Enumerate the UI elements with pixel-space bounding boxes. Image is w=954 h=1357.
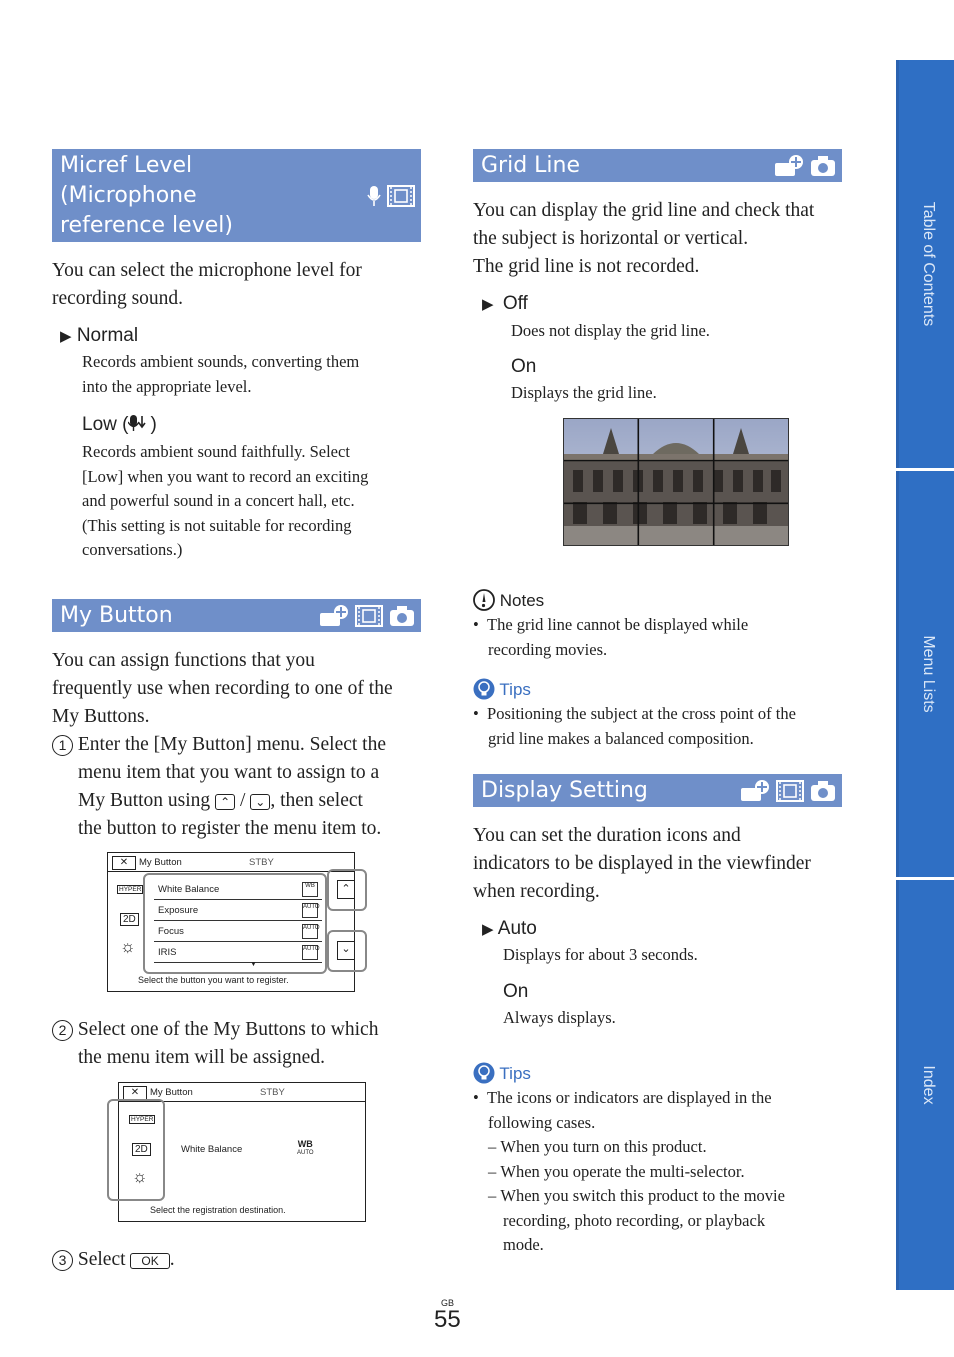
tips-item: • Positioning the subject at the cross point of the grid line makes a balanced composition. <box>473 702 796 751</box>
text-line: When you operate the multi-selector. <box>500 1161 745 1181</box>
step-number: 2 <box>52 1020 73 1041</box>
movie-film-icon <box>776 780 804 802</box>
display-option-on: On <box>503 981 529 1002</box>
hyper-gain-icon[interactable]: HYPER <box>119 886 142 893</box>
text-line: When you switch this product to the movie <box>500 1186 785 1205</box>
display-option-auto <box>482 918 537 940</box>
text-line: recording, photo recording, or playback <box>503 1210 766 1230</box>
text-line: My Button using <box>78 790 211 811</box>
text-line: (This setting is not suitable for recording <box>82 515 352 535</box>
photo-camera-icon <box>810 155 836 177</box>
text-line: Select <box>77 1249 126 1270</box>
scroll-down-indicator: ▼ <box>250 961 257 968</box>
screen-close-button[interactable]: ✕ <box>123 1086 147 1100</box>
step-2 <box>52 1016 378 1072</box>
default-arrow-icon: ▶ <box>482 296 494 313</box>
gridline-option-off-desc: Does not display the grid line. <box>511 321 710 340</box>
text-line: following cases. <box>488 1112 596 1132</box>
text-line: indicators to be displayed in the viewfinder <box>473 853 811 874</box>
focus-icon: AUTO <box>302 924 318 939</box>
text-line: Positioning the subject at the cross point of the <box>487 704 796 723</box>
header-icons <box>319 604 415 628</box>
menu-row-label: IRIS <box>158 947 177 958</box>
ok-button-icon: OK <box>130 1253 169 1269</box>
gridline-option-off <box>482 293 528 315</box>
exposure-icon: AUTO <box>302 903 318 918</box>
separator: / <box>240 790 246 811</box>
scroll-up-button[interactable] <box>327 869 367 911</box>
display-title: Display Setting <box>481 778 648 803</box>
micref-option-normal-desc <box>82 350 359 399</box>
gridline-option-on: On <box>511 356 537 377</box>
header-icons <box>740 779 836 803</box>
text-line: You can assign functions that you <box>52 650 315 671</box>
micref-header <box>52 149 421 242</box>
text-line: [Low] when you want to record an exciting <box>82 466 369 486</box>
text-line: when recording. <box>473 881 600 902</box>
tips-heading <box>473 678 531 700</box>
up-button-icon: ⌃ <box>215 794 235 810</box>
screen-title: My Button <box>139 857 182 868</box>
tab-label: Table of Contents <box>920 201 937 327</box>
gridline-title: Grid Line <box>481 153 581 178</box>
step-3 <box>52 1246 175 1274</box>
display-header <box>473 774 842 807</box>
screen-status: STBY <box>260 1087 285 1098</box>
micref-option-low-desc <box>82 440 368 563</box>
screen-status: STBY <box>249 857 274 868</box>
text-line: frequently use when recording to one of the <box>52 678 393 699</box>
text-line: mode. <box>503 1235 544 1254</box>
text-line: Select one of the My Buttons to which <box>77 1019 379 1040</box>
tab-table-of-contents[interactable] <box>896 60 954 468</box>
notes-label: Notes <box>499 591 545 610</box>
text-line: The grid line is not recorded. <box>473 256 700 277</box>
notes-icon <box>473 589 495 611</box>
icon-text: WB <box>297 1139 313 1149</box>
tips-item: • The icons or indicators are displayed in the following cases. – When you turn on this product. – When you operate the multi-selector. – When you switch this product to the movie recording, photo recording, or playback mode. <box>473 1086 785 1258</box>
text-line: grid line makes a balanced composition. <box>488 728 754 748</box>
grid-line-example-photo <box>563 418 789 546</box>
text-line: You can set the duration icons and <box>473 825 741 846</box>
header-icons <box>774 154 836 178</box>
mybutton-title: My Button <box>60 603 173 628</box>
chevron-up-icon: ⌃ <box>337 880 355 899</box>
text-line: The icons or indicators are displayed in the <box>487 1088 772 1107</box>
micref-title-1: Micref Level <box>60 153 193 178</box>
brightness-icon[interactable]: ☼ <box>132 1167 148 1186</box>
text-line: The grid line cannot be displayed while <box>487 615 749 634</box>
option-label: Auto <box>497 918 537 939</box>
option-label: Normal <box>76 325 139 346</box>
2d-icon[interactable]: 2D <box>132 1143 151 1156</box>
menu-item-label: White Balance <box>181 1144 243 1155</box>
microphone-icon <box>367 185 381 207</box>
option-label: Low ( <box>82 414 129 435</box>
movie-film-icon <box>355 605 383 627</box>
tips-label: Tips <box>499 1064 531 1083</box>
text-line: . <box>169 1249 175 1270</box>
text-line: the button to register the menu item to. <box>78 818 382 839</box>
low-mic-icon <box>128 414 150 432</box>
camera-plus-icon <box>319 604 349 628</box>
tab-index[interactable] <box>896 880 954 1290</box>
gridline-body <box>473 197 814 281</box>
hyper-gain-icon[interactable]: HYPER <box>131 1116 154 1123</box>
text-line: conversations.) <box>82 540 183 559</box>
micref-option-low <box>82 414 157 436</box>
scroll-down-button[interactable] <box>327 930 367 972</box>
micref-title-2: (Microphone <box>60 183 197 208</box>
page-number: 55 <box>434 1306 461 1333</box>
display-body <box>473 822 811 906</box>
wb-icon: WB <box>302 882 318 897</box>
wb-auto-icon <box>297 1140 314 1158</box>
text-line: You can select the microphone level for <box>52 260 362 281</box>
display-option-auto-desc: Displays for about 3 seconds. <box>503 945 698 964</box>
text-line: the menu item will be assigned. <box>78 1047 325 1068</box>
text-line: the subject is horizontal or vertical. <box>473 228 749 249</box>
2d-icon[interactable]: 2D <box>120 913 139 926</box>
text-line: , then select <box>270 790 363 811</box>
iris-icon: AUTO <box>302 945 318 960</box>
region-code: GB <box>441 1298 455 1308</box>
screen-title: My Button <box>150 1087 193 1098</box>
micref-title-3: reference level) <box>60 213 233 238</box>
micref-body <box>52 257 362 313</box>
default-arrow-icon: ▶ <box>482 921 494 938</box>
menu-row-label: Focus <box>158 926 184 937</box>
text-line: Enter the [My Button] menu. Select the <box>77 734 387 755</box>
header-icons <box>367 185 415 207</box>
step-1 <box>52 731 386 843</box>
tips-heading <box>473 1062 531 1084</box>
text-line: recording movies. <box>488 639 608 659</box>
my-button-highlight-box <box>107 1099 165 1201</box>
text-line: recording sound. <box>52 288 184 309</box>
mybutton-body <box>52 647 393 731</box>
text-line: You can display the grid line and check that <box>473 200 815 221</box>
step-number: 3 <box>52 1250 73 1271</box>
text-line: and powerful sound in a concert hall, etc. <box>82 491 355 510</box>
text-line: menu item that you want to assign to a <box>78 762 380 783</box>
micref-option-normal <box>60 325 138 347</box>
gridline-header <box>473 149 842 182</box>
tab-menu-lists[interactable] <box>896 471 954 877</box>
chevron-down-icon: ⌄ <box>337 941 355 960</box>
menu-row-label: White Balance <box>158 884 220 895</box>
screen-close-button[interactable]: ✕ <box>112 856 136 870</box>
gridline-option-on-desc: Displays the grid line. <box>511 383 657 402</box>
tab-label: Menu Lists <box>920 635 937 713</box>
photo-camera-icon <box>389 605 415 627</box>
text-line: Records ambient sounds, converting them <box>82 352 360 371</box>
step-number: 1 <box>52 735 73 756</box>
lightbulb-icon <box>473 678 495 700</box>
screen-footer: Select the registration destination. <box>150 1205 286 1215</box>
tab-label: Index <box>920 1065 937 1105</box>
text-line: into the appropriate level. <box>82 376 252 396</box>
lightbulb-icon <box>473 1062 495 1084</box>
menu-row-label: Exposure <box>158 905 199 916</box>
camera-plus-icon <box>774 154 804 178</box>
brightness-icon[interactable]: ☼ <box>120 937 136 956</box>
default-arrow-icon: ▶ <box>60 328 72 345</box>
camera-plus-icon <box>740 779 770 803</box>
mybutton-header <box>52 599 421 632</box>
tips-label: Tips <box>499 680 531 699</box>
movie-film-icon <box>387 185 415 207</box>
photo-camera-icon <box>810 780 836 802</box>
icon-text: AUTO <box>297 1150 314 1156</box>
notes-item: • The grid line cannot be displayed while recording movies. <box>473 613 748 662</box>
notes-heading <box>473 589 544 611</box>
option-label-end: ) <box>150 414 157 435</box>
option-label: Off <box>502 293 528 314</box>
text-line: Records ambient sound faithfully. Select <box>82 442 350 461</box>
text-line: When you turn on this product. <box>500 1137 707 1156</box>
screen-footer: Select the button you want to register. <box>138 975 289 985</box>
text-line: My Buttons. <box>52 706 150 727</box>
display-option-on-desc: Always displays. <box>503 1008 616 1027</box>
down-button-icon: ⌄ <box>250 794 270 810</box>
menu-highlight-box <box>143 873 327 974</box>
